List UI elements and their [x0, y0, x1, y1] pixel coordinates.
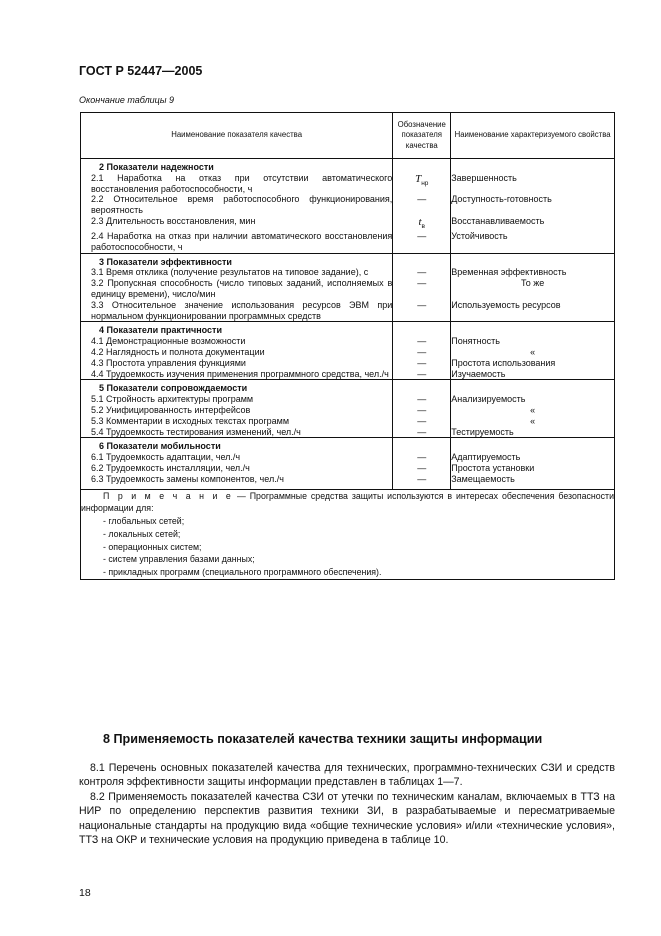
- indicator-symbol: —: [393, 427, 451, 438]
- indicator-symbol: —: [393, 194, 451, 216]
- section-row: [81, 159, 615, 173]
- indicator-name: 3.1 Время отклика (получение результатов на типовое задание), с: [91, 267, 369, 278]
- indicator-name: 3.2 Пропускная способность (число типовых заданий, исполняемых в единицу времени), число/мин: [91, 278, 393, 299]
- table-row: [81, 231, 615, 253]
- table-row: [81, 347, 615, 358]
- note-item: - локальных сетей;: [103, 528, 181, 539]
- indicator-symbol: $t_в$: [418, 215, 425, 231]
- indicator-name: 2.1 Наработка на отказ при отсутствии автоматического восстановления работоспособности, ч: [91, 172, 393, 194]
- indicator-symbol: —: [393, 231, 451, 253]
- indicator-name: 4.1 Демонстрационные возможности: [91, 336, 246, 347]
- document-code: ГОСТ Р 52447—2005: [79, 64, 203, 78]
- section-title: 4 Показатели практичности: [81, 322, 393, 336]
- column-header-indicator-symbol: Обозначение показателя качества: [393, 113, 451, 159]
- property-name: Анализируемость: [451, 394, 615, 405]
- table-row: [81, 463, 615, 474]
- section-row: [81, 322, 615, 336]
- note-label: П р и м е ч а н и е: [103, 490, 234, 501]
- section-title: 2 Показатели надежности: [81, 159, 393, 173]
- table-row: [81, 194, 615, 216]
- quality-indicators-table: [80, 112, 615, 580]
- column-header-indicator-name: Наименование показателя качества: [81, 113, 393, 159]
- indicator-name: 4.3 Простота управления функциями: [91, 357, 246, 368]
- note-item: - прикладных программ (специального программного обеспечения).: [103, 567, 382, 577]
- table-row: [81, 358, 615, 369]
- indicator-name: 5.4 Трудоемкость тестирования изменений, чел./ч: [91, 426, 301, 437]
- indicator-symbol: —: [393, 300, 451, 322]
- note-item: - глобальных сетей;: [103, 516, 185, 526]
- note-row: [81, 489, 615, 579]
- property-name: Понятность: [451, 336, 615, 347]
- table-row: [81, 300, 615, 322]
- column-header-property-name: Наименование характеризуемого свойства: [451, 113, 615, 159]
- table-row: [81, 394, 615, 405]
- indicator-symbol: —: [393, 416, 451, 427]
- page-number: 18: [79, 887, 91, 899]
- indicator-symbol: —: [393, 463, 451, 474]
- table-row: [81, 173, 615, 195]
- indicator-symbol: —: [393, 278, 451, 300]
- indicator-symbol: —: [393, 452, 451, 463]
- indicator-name: 2.4 Наработка на отказ при наличии автоматического восстановления работоспособности, ч: [91, 230, 393, 252]
- table-note: [81, 489, 615, 579]
- note-item: - систем управления базами данных;: [103, 554, 255, 565]
- table-row: [81, 216, 615, 231]
- property-name: Простота установки: [451, 463, 615, 474]
- indicator-name: 6.2 Трудоемкость инсталляции, чел./ч: [91, 462, 250, 473]
- section-title: 5 Показатели сопровождаемости: [81, 380, 393, 394]
- table-row: [81, 416, 615, 427]
- table-row: [81, 369, 615, 380]
- indicator-name: 5.2 Унифицированность интерфейсов: [91, 404, 251, 415]
- indicator-symbol: —: [393, 369, 451, 380]
- note-item: - операционных систем;: [103, 541, 202, 552]
- property-name: Временная эффективность: [451, 267, 615, 278]
- table-row: [81, 405, 615, 416]
- indicator-name: 5.3 Комментарии в исходных текстах программ: [91, 415, 290, 426]
- indicator-name: 3.3 Относительное значение использования ресурсов ЭВМ при нормальном функционировании программных средств: [91, 299, 393, 321]
- property-name: То же: [451, 278, 615, 300]
- property-name: Восстанавливаемость: [451, 216, 615, 231]
- section-title: 3 Показатели эффективности: [81, 253, 393, 267]
- paragraph-8-2: 8.2 Применяемость показателей качества СЗИ от утечки по техническим каналам, включаемых в ТТЗ на НИР по определению перспектив развития техники ЗИ, в разрабатываемые и пересматриваемые национальные стандарты на продукцию вида «общие технические условия» и/или «технические условия», ТТЗ на ОКР и технические условия на продукцию приведена в таблице 10.: [79, 791, 615, 846]
- indicator-name: 4.4 Трудоемкость изучения применения программного средства, чел./ч: [91, 368, 389, 379]
- section-row: [81, 253, 615, 267]
- property-name: Замещаемость: [451, 474, 615, 489]
- table-row: [81, 452, 615, 463]
- indicator-name: 5.1 Стройность архитектуры программ: [91, 394, 254, 405]
- ditto-mark: «: [451, 347, 615, 358]
- property-name: Тестируемость: [451, 427, 615, 438]
- indicator-name: 2.2 Относительное время работоспособного функционирования, вероятность: [91, 194, 393, 216]
- property-name: Используемость ресурсов: [451, 300, 615, 322]
- indicator-symbol: —: [393, 336, 451, 347]
- indicator-name: 4.2 Наглядность и полнота документации: [91, 346, 265, 357]
- note-text: — Программные средства защиты используются в интересах обеспечения безопасности информации для:: [81, 490, 614, 514]
- property-name: Изучаемость: [451, 369, 615, 380]
- indicator-name: 6.1 Трудоемкость адаптации, чел./ч: [91, 452, 241, 463]
- property-name: Устойчивость: [451, 231, 615, 253]
- indicator-symbol: —: [393, 358, 451, 369]
- section-row: [81, 438, 615, 452]
- table-caption: Окончание таблицы 9: [79, 95, 174, 105]
- table-row: [81, 278, 615, 300]
- ditto-mark: «: [451, 405, 615, 416]
- indicator-symbol: —: [393, 474, 451, 489]
- indicator-name: 2.3 Длительность восстановления, мин: [91, 215, 256, 226]
- property-name: Доступность-готовность: [451, 194, 615, 216]
- property-name: Завершенность: [451, 173, 615, 195]
- ditto-mark: «: [451, 416, 615, 427]
- paragraph-8-1: 8.1 Перечень основных показателей качества для технических, программно-технических СЗИ и средств контроля эффективности защиты информации представлен в таблицах 1—7.: [79, 762, 615, 789]
- table-row: [81, 267, 615, 278]
- property-name: Адаптируемость: [451, 452, 615, 463]
- indicator-symbol: —: [393, 405, 451, 416]
- indicator-symbol: $T_{нр}$: [415, 172, 429, 187]
- indicator-symbol: —: [393, 347, 451, 358]
- section-row: [81, 380, 615, 394]
- property-name: Простота использования: [451, 358, 615, 369]
- indicator-symbol: —: [393, 394, 451, 405]
- section-heading: 8 Применяемость показателей качества техники защиты информации: [103, 732, 543, 746]
- table-row: [81, 336, 615, 347]
- section-title: 6 Показатели мобильности: [81, 438, 393, 452]
- table-row: [81, 427, 615, 438]
- indicator-symbol: —: [393, 267, 451, 278]
- indicator-name: 6.3 Трудоемкость замены компонентов, чел./ч: [91, 473, 284, 484]
- table-row: [81, 474, 615, 489]
